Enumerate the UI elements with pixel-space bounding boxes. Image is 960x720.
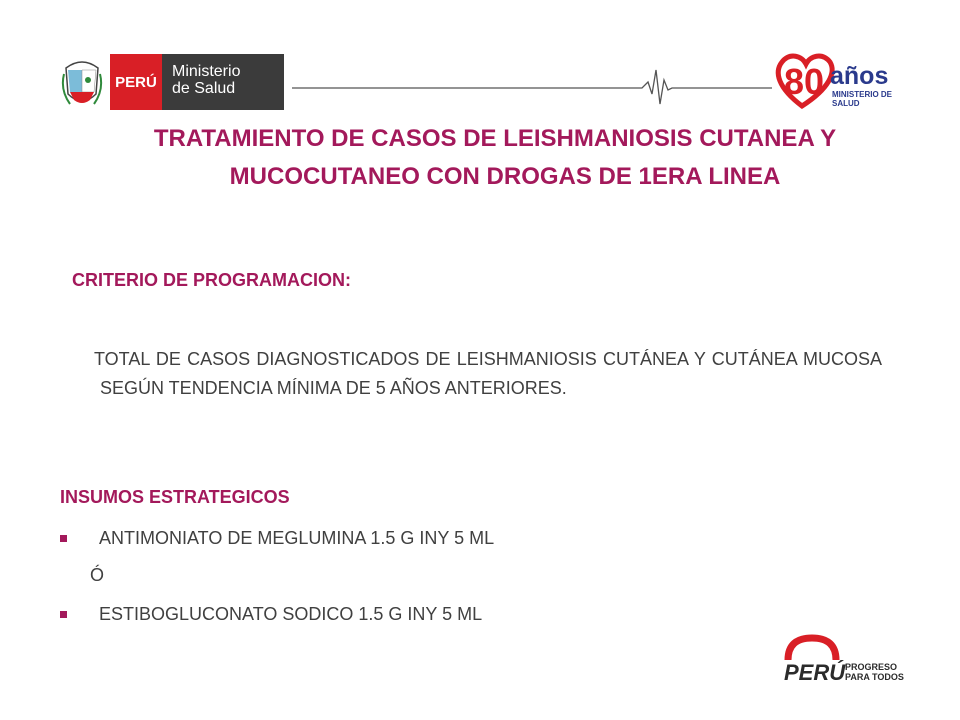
- insumos-heading: INSUMOS ESTRATEGICOS: [60, 487, 290, 507]
- list-item: [60, 528, 494, 549]
- or-separator: Ó: [90, 565, 105, 585]
- ministry-line2: de Salud: [172, 80, 236, 97]
- footer-brand: PERÚ: [784, 660, 846, 685]
- anniversary-word: años: [830, 62, 889, 90]
- title-line2: MUCOCUTANEO CON DROGAS DE 1ERA LINEA: [229, 163, 781, 190]
- slide-title: [60, 120, 910, 196]
- insumo-item-1: ANTIMONIATO DE MEGLUMINA 1.5 G INY 5 ML: [99, 528, 495, 548]
- bullet-square-icon: [60, 611, 67, 618]
- bullet-square-icon: [60, 535, 67, 542]
- ministry-label: [162, 54, 284, 110]
- criteria-body: TOTAL DE CASOS DIAGNOSTICADOS DE LEISHMANIOSIS CUTÁNEA Y CUTÁNEA MUCOSA SEGÚN TENDENCIA MÍNIMA DE 5 AÑOS ANTERIORES.: [94, 349, 882, 398]
- footer-tagline: [845, 662, 904, 682]
- peru-coat-of-arms-icon: [60, 54, 104, 110]
- footer-tagline-2: PARA TODOS: [845, 672, 904, 682]
- criteria-heading: CRITERIO DE PROGRAMACION:: [72, 270, 351, 290]
- anniversary-sub: MINISTERIO DE SALUD: [832, 90, 893, 108]
- ministry-line1: Ministerio: [172, 63, 241, 80]
- list-item: [60, 604, 482, 625]
- peru-flag-label: PERÚ: [110, 54, 162, 110]
- title-line1: TRATAMIENTO DE CASOS DE LEISHMANIOSIS CUTANEA Y: [153, 125, 837, 152]
- minsa-logo: [60, 54, 284, 110]
- footer-tagline-1: PROGRESO: [845, 662, 898, 672]
- ekg-heartbeat-icon: [290, 60, 780, 110]
- anniversary-number: 80: [784, 61, 825, 102]
- insumo-item-2: ESTIBOGLUCONATO SODICO 1.5 G INY 5 ML: [99, 604, 483, 624]
